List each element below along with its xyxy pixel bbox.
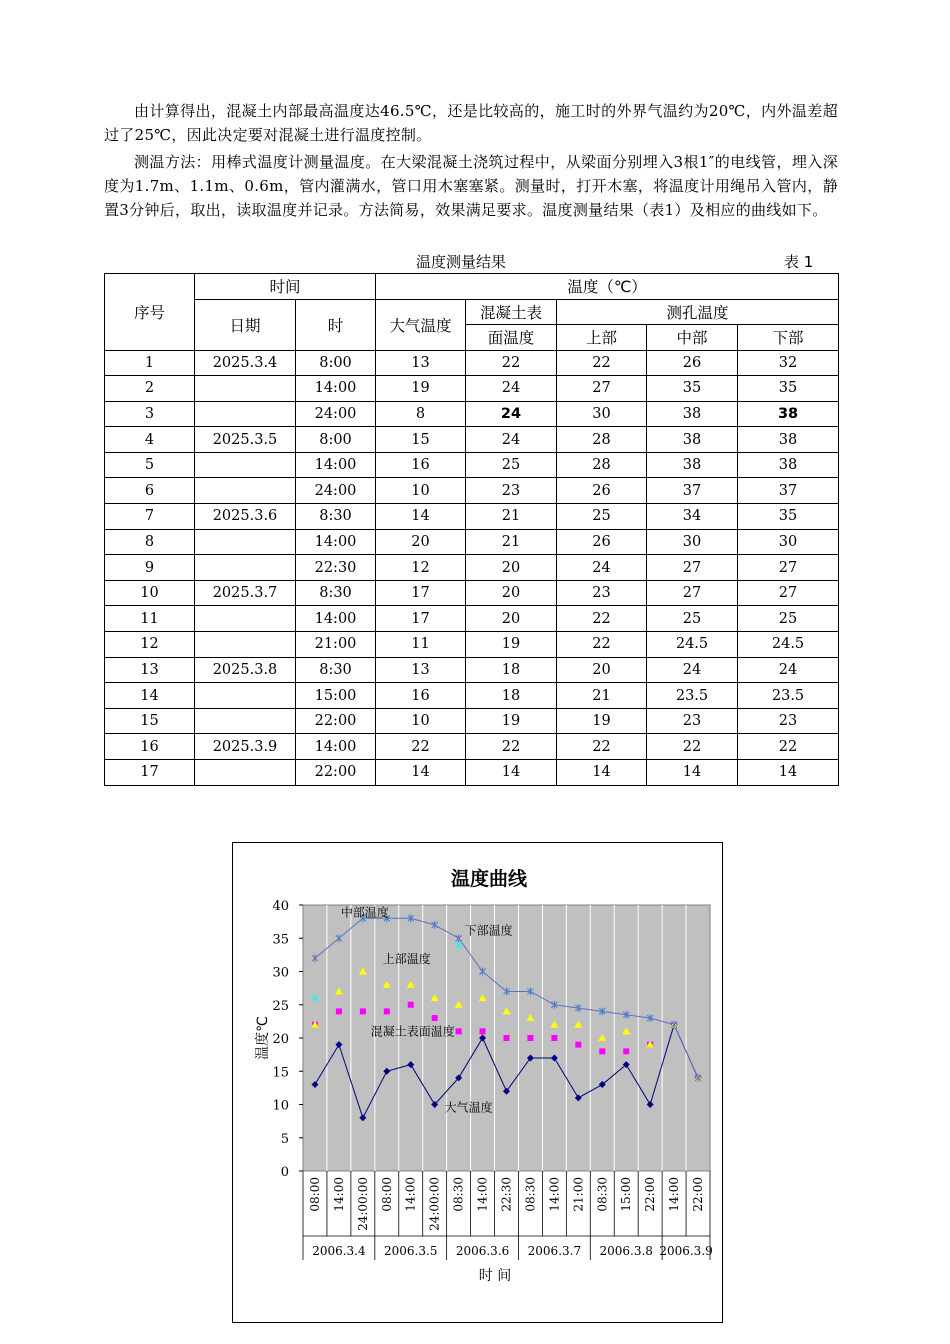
cell-surface: 24 [466, 376, 557, 402]
cell-upper: 23 [557, 580, 647, 606]
x-tick-label: 08:00 [307, 1177, 322, 1212]
data-point-square [456, 1028, 462, 1034]
data-point-square [527, 1035, 533, 1041]
cell-air: 11 [376, 632, 466, 658]
series-label: 中部温度 [340, 905, 389, 920]
cell-seq: 1 [105, 350, 195, 376]
cell-lower: 35 [738, 376, 839, 402]
y-tick-label: 5 [280, 1131, 289, 1147]
chart-svg [233, 843, 722, 1322]
cell-surface: 21 [466, 504, 557, 530]
table-row [105, 734, 839, 760]
cell-date [195, 708, 296, 734]
y-tick-label: 10 [272, 1098, 289, 1114]
x-tick-label: 24:00:00 [427, 1177, 442, 1231]
x-tick-label: 08:00 [379, 1177, 394, 1212]
table-row [105, 427, 839, 453]
cell-surface: 25 [466, 452, 557, 478]
data-point-square [336, 1008, 342, 1014]
cell-air: 19 [376, 376, 466, 402]
header-time: 时间 [195, 274, 376, 300]
cell-hour: 14:00 [296, 452, 376, 478]
cell-surface: 20 [466, 555, 557, 581]
table-row [105, 708, 839, 734]
cell-middle: 38 [647, 427, 738, 453]
cell-upper: 28 [557, 427, 647, 453]
cell-hour: 24:00 [296, 478, 376, 504]
table-row [105, 350, 839, 376]
cell-lower: 30 [738, 529, 839, 555]
cell-air: 14 [376, 504, 466, 530]
x-tick-label: 15:00 [619, 1177, 634, 1212]
cell-surface: 24 [466, 401, 557, 427]
cell-hour: 24:00 [296, 401, 376, 427]
header-temp: 温度（℃） [376, 274, 839, 300]
data-point-square [360, 1008, 366, 1014]
table-row [105, 401, 839, 427]
y-tick-label: 0 [280, 1165, 289, 1180]
cell-date [195, 529, 296, 555]
cell-upper: 22 [557, 734, 647, 760]
data-point-square [432, 1015, 438, 1021]
cell-lower: 32 [738, 350, 839, 376]
cell-seq: 8 [105, 529, 195, 555]
cell-middle: 38 [647, 452, 738, 478]
group-label: 2006.3.7 [527, 1244, 582, 1258]
data-point-square [575, 1042, 581, 1048]
group-label: 2006.3.5 [384, 1244, 438, 1258]
cell-air: 8 [376, 401, 466, 427]
data-point-square [504, 1035, 510, 1041]
cell-middle: 26 [647, 350, 738, 376]
cell-air: 17 [376, 606, 466, 632]
table-label: 表 1 [784, 253, 814, 271]
table-row [105, 376, 839, 402]
cell-seq: 14 [105, 683, 195, 709]
cell-hour: 8:00 [296, 427, 376, 453]
cell-lower: 22 [738, 734, 839, 760]
table-row [105, 478, 839, 504]
header-hole: 测孔温度 [557, 299, 839, 325]
cell-date: 2025.3.8 [195, 657, 296, 683]
cell-middle: 24 [647, 657, 738, 683]
cell-hour: 21:00 [296, 632, 376, 658]
paragraph-calculation: 由计算得出，混凝土内部最高温度达46.5℃，还是比较高的，施工时的外界气温约为20℃，内外温差超过了25℃，因此决定要对混凝土进行温度控制。 [104, 102, 838, 144]
table-row [105, 555, 839, 581]
cell-surface: 18 [466, 683, 557, 709]
series-label: 下部温度 [464, 923, 513, 938]
cell-air: 20 [376, 529, 466, 555]
cell-hour: 14:00 [296, 529, 376, 555]
cell-surface: 21 [466, 529, 557, 555]
cell-hour: 15:00 [296, 683, 376, 709]
cell-surface: 18 [466, 657, 557, 683]
x-tick-label: 14:00 [547, 1177, 562, 1212]
cell-seq: 3 [105, 401, 195, 427]
cell-seq: 10 [105, 580, 195, 606]
cell-date: 2025.3.5 [195, 427, 296, 453]
data-point-square [384, 1008, 390, 1014]
cell-seq: 4 [105, 427, 195, 453]
x-tick-label: 08:30 [523, 1177, 538, 1212]
cell-seq: 6 [105, 478, 195, 504]
cell-middle: 27 [647, 580, 738, 606]
cell-upper: 28 [557, 452, 647, 478]
cell-surface: 19 [466, 632, 557, 658]
cell-upper: 21 [557, 683, 647, 709]
cell-upper: 27 [557, 376, 647, 402]
cell-seq: 16 [105, 734, 195, 760]
cell-middle: 22 [647, 734, 738, 760]
cell-lower: 25 [738, 606, 839, 632]
cell-air: 13 [376, 657, 466, 683]
cell-lower: 27 [738, 580, 839, 606]
table-row [105, 452, 839, 478]
cell-lower: 24.5 [738, 632, 839, 658]
cell-upper: 30 [557, 401, 647, 427]
header-date: 日期 [195, 299, 296, 350]
cell-hour: 14:00 [296, 376, 376, 402]
cell-upper: 22 [557, 632, 647, 658]
cell-lower: 14 [738, 760, 839, 786]
y-tick-label: 40 [272, 899, 289, 914]
cell-hour: 8:30 [296, 580, 376, 606]
cell-air: 17 [376, 580, 466, 606]
cell-surface: 22 [466, 350, 557, 376]
data-point-square [551, 1035, 557, 1041]
group-label: 2006.3.8 [599, 1244, 653, 1258]
y-tick-label: 25 [272, 998, 289, 1014]
group-label: 2006.3.6 [455, 1244, 510, 1258]
table-row [105, 580, 839, 606]
header-air: 大气温度 [376, 299, 466, 350]
x-tick-label: 21:00 [571, 1177, 586, 1212]
cell-date: 2025.3.9 [195, 734, 296, 760]
cell-middle: 25 [647, 606, 738, 632]
header-middle: 中部 [647, 325, 738, 351]
header-surface-top: 混凝土表 [466, 299, 557, 325]
x-tick-label: 08:30 [451, 1177, 466, 1212]
cell-surface: 24 [466, 427, 557, 453]
group-label: 2006.3.9 [659, 1244, 713, 1258]
cell-surface: 22 [466, 734, 557, 760]
x-tick-label: 14:00 [667, 1177, 682, 1212]
table-row [105, 606, 839, 632]
series-label: 上部温度 [382, 951, 431, 966]
cell-date [195, 376, 296, 402]
cell-lower: 23 [738, 708, 839, 734]
data-point-square [408, 1002, 414, 1008]
x-tick-label: 22:30 [499, 1177, 514, 1212]
cell-seq: 13 [105, 657, 195, 683]
cell-air: 13 [376, 350, 466, 376]
x-tick-label: 14:00 [475, 1177, 490, 1212]
cell-seq: 11 [105, 606, 195, 632]
cell-upper: 19 [557, 708, 647, 734]
header-seq: 序号 [105, 274, 195, 351]
series-label: 大气温度 [444, 1100, 493, 1115]
cell-middle: 27 [647, 555, 738, 581]
header-lower: 下部 [738, 325, 839, 351]
data-point-square [623, 1048, 629, 1054]
cell-lower: 37 [738, 478, 839, 504]
cell-air: 12 [376, 555, 466, 581]
table-row [105, 529, 839, 555]
cell-air: 15 [376, 427, 466, 453]
y-tick-label: 30 [272, 965, 289, 981]
data-point-square [599, 1048, 605, 1054]
cell-date: 2025.3.4 [195, 350, 296, 376]
table-row [105, 683, 839, 709]
temperature-table [104, 273, 839, 786]
x-tick-label: 14:00 [403, 1177, 418, 1212]
cell-hour: 14:00 [296, 734, 376, 760]
cell-surface: 14 [466, 760, 557, 786]
cell-upper: 25 [557, 504, 647, 530]
cell-hour: 22:30 [296, 555, 376, 581]
table-row [105, 760, 839, 786]
y-axis-label: 温度℃ [255, 1016, 271, 1060]
cell-hour: 8:30 [296, 657, 376, 683]
x-tick-label: 24:00:00 [355, 1177, 370, 1231]
cell-upper: 22 [557, 350, 647, 376]
cell-middle: 23.5 [647, 683, 738, 709]
y-tick-label: 35 [272, 932, 289, 948]
cell-air: 14 [376, 760, 466, 786]
cell-date [195, 555, 296, 581]
header-upper: 上部 [557, 325, 647, 351]
cell-upper: 20 [557, 657, 647, 683]
cell-upper: 26 [557, 529, 647, 555]
cell-air: 16 [376, 683, 466, 709]
cell-upper: 24 [557, 555, 647, 581]
cell-hour: 14:00 [296, 606, 376, 632]
cell-middle: 35 [647, 376, 738, 402]
cell-upper: 22 [557, 606, 647, 632]
chart-title: 温度曲线 [450, 868, 528, 890]
cell-air: 16 [376, 452, 466, 478]
header-hour: 时 [296, 299, 376, 350]
cell-date [195, 760, 296, 786]
cell-date [195, 632, 296, 658]
cell-surface: 23 [466, 478, 557, 504]
table-body [105, 350, 839, 785]
cell-hour: 22:00 [296, 708, 376, 734]
temperature-chart [232, 842, 723, 1323]
cell-middle: 37 [647, 478, 738, 504]
cell-date: 2025.3.7 [195, 580, 296, 606]
cell-lower: 24 [738, 657, 839, 683]
x-tick-label: 08:30 [595, 1177, 610, 1212]
cell-hour: 8:00 [296, 350, 376, 376]
cell-hour: 8:30 [296, 504, 376, 530]
table-caption: 温度测量结果 [416, 253, 507, 271]
cell-middle: 23 [647, 708, 738, 734]
cell-upper: 26 [557, 478, 647, 504]
cell-middle: 14 [647, 760, 738, 786]
cell-seq: 17 [105, 760, 195, 786]
cell-lower: 23.5 [738, 683, 839, 709]
cell-air: 22 [376, 734, 466, 760]
cell-seq: 2 [105, 376, 195, 402]
cell-middle: 34 [647, 504, 738, 530]
cell-seq: 5 [105, 452, 195, 478]
cell-seq: 7 [105, 504, 195, 530]
x-tick-label: 22:00 [643, 1177, 658, 1212]
y-tick-label: 15 [272, 1065, 289, 1081]
series-label: 混凝土表面温度 [370, 1024, 455, 1039]
cell-lower: 38 [738, 401, 839, 427]
cell-date [195, 606, 296, 632]
cell-middle: 30 [647, 529, 738, 555]
cell-middle: 24.5 [647, 632, 738, 658]
x-tick-label: 14:00 [331, 1177, 346, 1212]
cell-lower: 38 [738, 452, 839, 478]
cell-seq: 12 [105, 632, 195, 658]
cell-surface: 19 [466, 708, 557, 734]
table-row [105, 504, 839, 530]
table-row [105, 657, 839, 683]
header-surface-bottom: 面温度 [466, 325, 557, 351]
paragraph-method: 测温方法：用棒式温度计测量温度。在大梁混凝土浇筑过程中，从梁面分别埋入3根1″的电线管，埋入深度为1.7m、1.1m、0.6m，管内灌满水，管口用木塞塞紧。测量时，打开木塞，将温度计用绳吊入管内，静置3分钟后，取出，读取温度并记录。方法简易，效果满足要求。温度测量结果（表1）及相应的曲线如下。 [104, 153, 838, 219]
table-row [105, 632, 839, 658]
cell-date [195, 683, 296, 709]
y-tick-label: 20 [272, 1032, 289, 1047]
cell-lower: 35 [738, 504, 839, 530]
cell-surface: 20 [466, 606, 557, 632]
cell-air: 10 [376, 708, 466, 734]
cell-date [195, 478, 296, 504]
cell-air: 10 [376, 478, 466, 504]
cell-lower: 38 [738, 427, 839, 453]
x-tick-label: 22:00 [691, 1177, 706, 1212]
group-label: 2006.3.4 [312, 1244, 366, 1258]
cell-date [195, 401, 296, 427]
x-axis-label: 时 间 [478, 1268, 512, 1284]
cell-hour: 22:00 [296, 760, 376, 786]
cell-date [195, 452, 296, 478]
cell-surface: 20 [466, 580, 557, 606]
cell-seq: 15 [105, 708, 195, 734]
cell-seq: 9 [105, 555, 195, 581]
cell-middle: 38 [647, 401, 738, 427]
cell-date: 2025.3.6 [195, 504, 296, 530]
cell-upper: 14 [557, 760, 647, 786]
data-point-square [480, 1028, 486, 1034]
cell-lower: 27 [738, 555, 839, 581]
